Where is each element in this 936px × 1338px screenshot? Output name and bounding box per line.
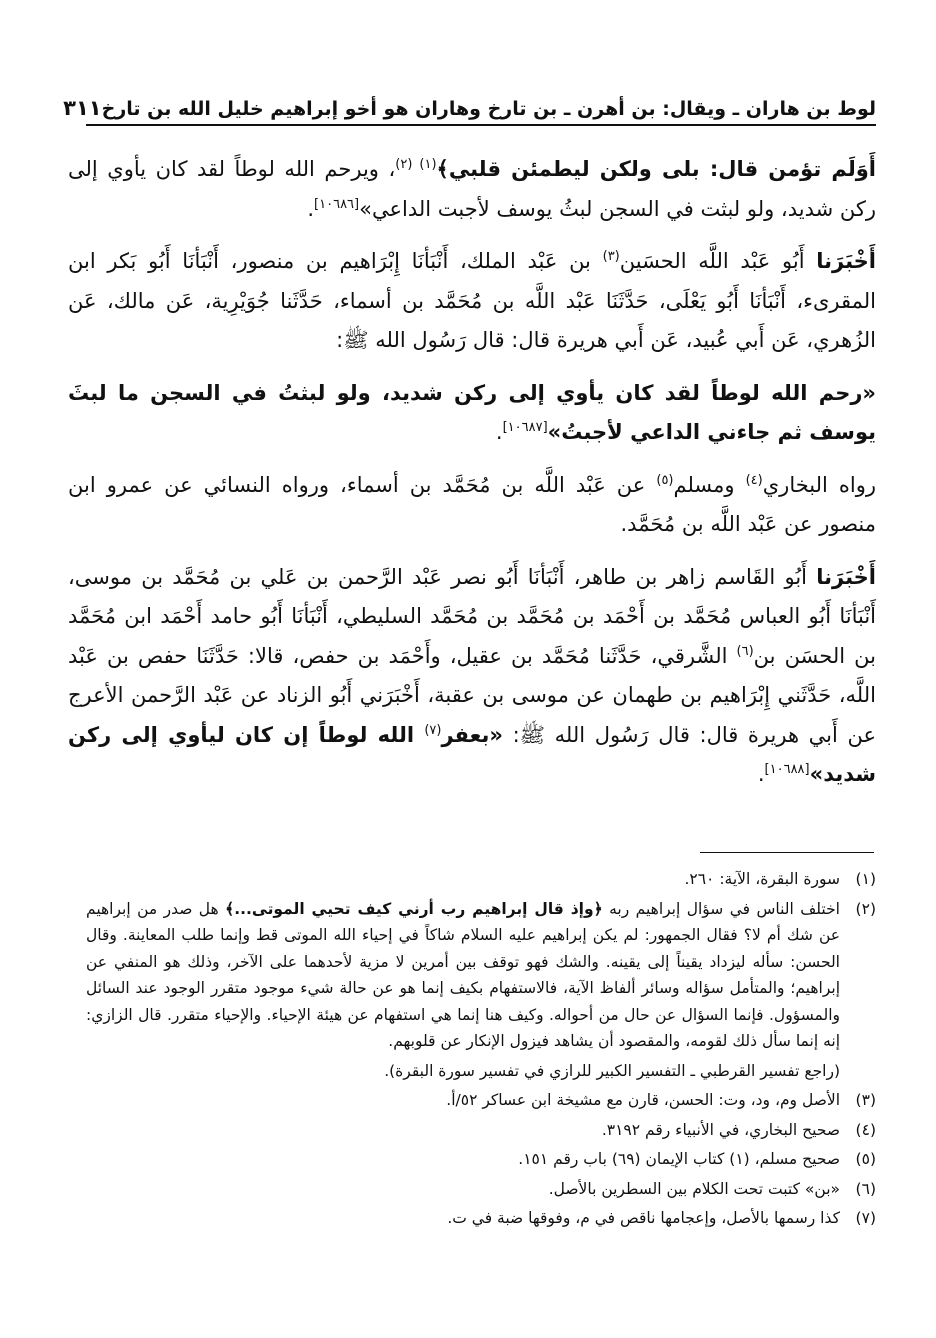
paragraph-text: الشَّرقي، حَدَّثَنا مُحَمَّد بن عقيل، وأَحْمَد بن حفص، قالا: حَدَّثَنَا حفص بن عَبْد اللَّه، حَدَّثَني إِبْرَاهيم بن طهمان عن موسى بن عقبة، أَخْبَرَني أَبُو الزناد عن عَبْد الرَّحمن الأعرج عن أَبي هريرة قال: قال رَسُول الله ﷺ: bbox=[68, 643, 876, 747]
footnote-3 bbox=[86, 1087, 876, 1114]
period: . bbox=[757, 762, 765, 786]
main-text bbox=[68, 150, 876, 808]
footnote-divider bbox=[700, 852, 874, 853]
footnote-4 bbox=[86, 1117, 876, 1144]
paragraph-5 bbox=[68, 558, 876, 795]
footnote-text-part: هل صدر من إبراهيم عن شك أم لا؟ فقال الجمهور: لم يكن إبراهيم عليه السلام شاكاً في إحياء الله الموتى قط وإنما طلب المعاينة. وقال الحسن: سأله ليزداد يقيناً إلى يقينه. والشك فهو توقف بين أمرين لا مزية لأحدهما على الآخر، وذلك هو المنفي عن إبراهيم؛ والمتأمل سؤاله وسائر ألفاظ الآية، فالاستفهام بكيف إنما هو عن حالة شيء موجود متقرر الوجود عند السائل والمسؤول. فإنما السؤال عن حال من أحواله. وكيف هنا إنما هي استفهام عن هيئة الإحياء. والإحياء متقرر. قال الزازي: إنه إنما سأل ذلك لقومه، والمقصود أن يشاهد فيزول الإنكار عن قلوبهم. bbox=[86, 899, 840, 1050]
hadith-text: الله لوطاً إن كان ليأوي إلى ركن شديد» bbox=[68, 722, 876, 786]
footnote-text: صحيح البخاري، في الأنبياء رقم ٣١٩٢. bbox=[601, 1120, 840, 1139]
running-title: لوط بن هاران ـ ويقال: بن أهرن ـ بن تارخ وهاران هو أخو إبراهيم خليل الله بن تارخ bbox=[101, 98, 876, 120]
hadith-number: [١٠٦٨٧] bbox=[502, 420, 548, 435]
footnote-ref: (١) (٢) bbox=[395, 157, 437, 172]
footnote-ref: (٤) bbox=[745, 472, 763, 488]
paragraph-2 bbox=[68, 242, 876, 361]
footnote-number: (٣) bbox=[855, 1091, 876, 1109]
paragraph-3 bbox=[68, 374, 876, 453]
footnote-text-part: اختلف الناس في سؤال إبراهيم ربه bbox=[602, 899, 840, 918]
paragraph-4 bbox=[68, 466, 876, 545]
quran-quote: ﴿وإذ قال إبراهيم رب أرني كيف تحيي الموتى...﴾ bbox=[225, 899, 603, 918]
paragraph-text: ، ويرحم الله لوطاً لقد كان يأوي إلى ركن شديد، ولو لبثت في السجن لبثُ يوسف لأجبت الداعي» bbox=[68, 157, 876, 221]
hadith-number: [١٠٦٨٦] bbox=[314, 196, 360, 212]
footnote-number: (٦) bbox=[855, 1179, 876, 1198]
period: . bbox=[307, 196, 315, 221]
quran-quote: أَوَلَم تؤمن قال: بلى ولكن ليطمئن قلبي﴾ bbox=[436, 157, 877, 181]
footnote-number: (٤) bbox=[855, 1120, 876, 1139]
footnote-ref: (٣) bbox=[602, 249, 620, 264]
footnote-number: (١) bbox=[855, 870, 876, 888]
footnote-text: الأصل وم، ود، وت: الحسن، قارن مع مشيخة ابن عساكر ٥٢/أ. bbox=[446, 1091, 840, 1109]
period: . bbox=[495, 420, 503, 444]
paragraph-text: أَبُو عَبْد اللَّه الحسَين bbox=[619, 249, 817, 273]
footnotes bbox=[86, 866, 876, 1235]
footnote-text: سورة البقرة، الآية: ٢٦٠. bbox=[684, 870, 840, 888]
isnad-opener: أَخْبَرَنا bbox=[816, 564, 876, 589]
footnote-2 bbox=[86, 896, 876, 1055]
footnote-6 bbox=[86, 1176, 876, 1203]
paragraph-text: أَبُو القَاسم زاهر بن طاهر، أَنْبَأنَا أَبُو نصر عَبْد الرَّحمن بن عَلي بن مُحَمَّد بن موسى، أَنْبَأنَا أَبُو العباس مُحَمَّد بن أَحْمَد بن مُحَمَّد بن مُحَمَّد السليطي، أَنْبَأنَا أَبُو حامد أَحْمَد ابن مُحَمَّد بن الحسَن بن bbox=[68, 564, 876, 668]
footnote-number: (٢) bbox=[855, 899, 876, 918]
footnote-text bbox=[86, 896, 840, 1055]
footnote-2-continuation: (راجع تفسير القرطبي ـ التفسير الكبير للرازي في تفسير سورة البقرة). bbox=[384, 1061, 840, 1080]
hadith-text: «رحم الله لوطاً لقد كان يأوي إلى ركن شديد، ولو لبثتُ في السجن ما لبثَ يوسف ثم جاءني الداعي لأجبتُ» bbox=[68, 380, 876, 444]
footnote-5 bbox=[86, 1146, 876, 1173]
paragraph-1 bbox=[68, 150, 876, 229]
paragraph-text: بن عَبْد الملك، أَنْبَأنَا إِبْرَاهيم بن منصور، أَنْبَأنَا أَبُو بَكر ابن المقرىء، أَنْبَأنَا أَبُو يَعْلَى، حَدَّثَنَا عَبْد اللَّه بن مُحَمَّد بن أسماء، حَدَّثَنا جُوَيْرِية، عَن مالك، عَن الزُهري، عَن أَبي عُبيد، عَن أَبي هريرة قال: قال رَسُول الله ﷺ: bbox=[68, 249, 876, 352]
footnote-ref: (٧) bbox=[424, 722, 442, 738]
footnote-text: كذا رسمها بالأصل، وإعجامها ناقص في م، وفوقها ضبة في ت. bbox=[447, 1209, 840, 1227]
hadith-number: [١٠٦٨٨] bbox=[764, 762, 810, 777]
footnote-ref: (٦) bbox=[736, 643, 754, 659]
paragraph-text: ومسلم bbox=[673, 472, 746, 497]
hadith-text: «بعفر bbox=[441, 722, 503, 747]
isnad-opener: أَخْبَرَنا bbox=[816, 249, 876, 273]
paragraph-text: رواه البخاري bbox=[762, 472, 876, 497]
footnote-7 bbox=[86, 1205, 876, 1232]
paragraph-text: عن عَبْد اللَّه بن مُحَمَّد بن أسماء، ورواه النسائي عن عمرو ابن منصور عن عَبْد اللَّه بن مُحَمَّد. bbox=[68, 472, 876, 536]
footnote-1 bbox=[86, 866, 876, 893]
page-number: ٣١١ bbox=[63, 96, 102, 120]
footnote-text: «بن» كتبت تحت الكلام بين السطرين بالأصل. bbox=[548, 1179, 840, 1198]
footnote-number: (٥) bbox=[855, 1150, 876, 1168]
footnote-number: (٧) bbox=[855, 1209, 876, 1227]
page-header bbox=[63, 84, 876, 126]
footnote-text: صحيح مسلم، (١) كتاب الإيمان (٦٩) باب رقم ١٥١. bbox=[518, 1150, 840, 1168]
footnote-ref: (٥) bbox=[656, 472, 674, 488]
